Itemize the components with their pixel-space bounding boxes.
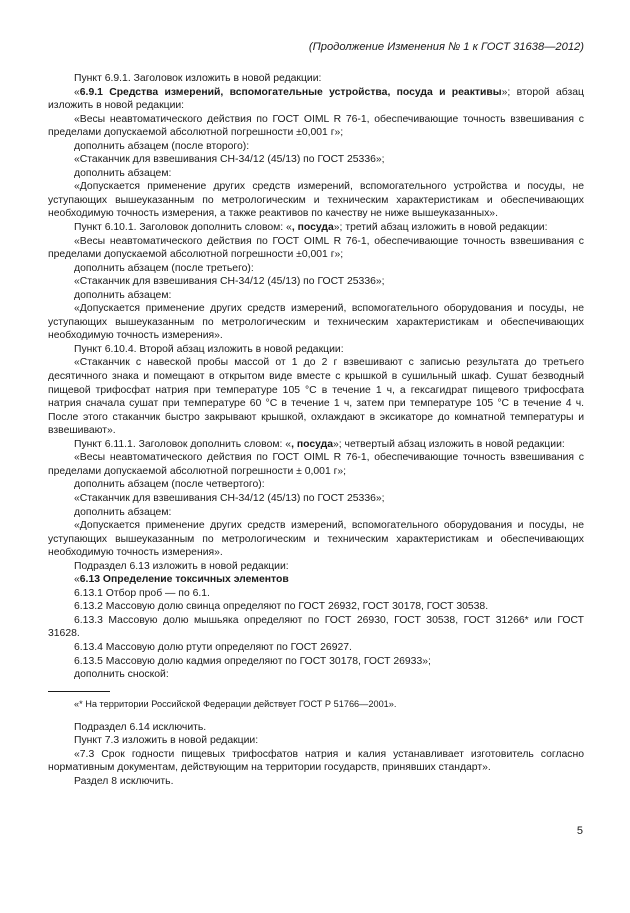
bold-text: , посуда	[291, 222, 334, 234]
paragraph	[48, 655, 584, 669]
paragraph	[48, 167, 584, 181]
text-run: Пункт 7.3 изложить в новой редакции:	[74, 735, 259, 747]
paragraph	[48, 641, 584, 655]
text-run: 6.13.5 Массовую долю кадмия определяют по ГОСТ 30178, ГОСТ 26933»;	[74, 655, 431, 667]
text-run: Подраздел 6.14 исключить.	[74, 721, 207, 733]
bold-text: 6.9.1 Средства измерений, вспомогательные устройства, посуда и реактивы	[79, 86, 502, 98]
paragraph	[48, 668, 584, 682]
text-run: 6.13.4 Массовую долю ртути определяют по ГОСТ 26927.	[74, 641, 352, 653]
text-run: Пункт 6.9.1. Заголовок изложить в новой редакции:	[74, 73, 322, 84]
text-run: дополнить сноской:	[74, 669, 169, 681]
text-run: «Допускается применение других средств измерений, вспомогательного оборудования и посуды, не уступающих вышеуказанным по метрологическим и техническим характеристикам и обеспечивающих необходимую точность измерения».	[48, 303, 584, 342]
text-run: «Стаканчик для взвешивания СН-34/12 (45/13) по ГОСТ 25336»;	[74, 276, 385, 288]
footnote-separator	[48, 691, 110, 692]
text-run: «7.3 Срок годности пищевых трифосфатов натрия и калия устанавливает изготовитель согласно нормативным документам, действующим на территории государств, принявших стандарт».	[48, 748, 584, 774]
paragraph	[48, 302, 584, 343]
text-run: «Допускается применение других средств измерений, вспомогательного оборудования и посуды, не уступающих вышеуказанным по метрологическим и техническим характеристикам и обеспечивающих необходимую точность измерения».	[48, 520, 584, 559]
text-run: Пункт 6.10.1. Заголовок дополнить словом: «	[74, 222, 292, 234]
text-run: Раздел 8 исключить.	[74, 775, 174, 787]
paragraph	[48, 573, 584, 587]
text-run: дополнить абзацем:	[74, 506, 172, 518]
text-run: «Весы неавтоматического действия по ГОСТ OIML R 76-1, обеспечивающие точность взвешивания с пределами допускаемой абсолютной погрешности ± 0,001 г»;	[48, 452, 584, 477]
paragraph	[48, 492, 584, 506]
text-run: «Допускается применение других средств измерений, вспомогательного устройства и посуды, не уступающих вышеуказанным по метрологическим и техническим характеристикам и обеспечивающих необходимую точность измерения, а также реактивов по качеству не ниже вышеуказанных».	[48, 181, 584, 220]
text-run: дополнить абзацем (после второго):	[74, 140, 250, 152]
page-header: (Продолжение Изменения № 1 к ГОСТ 31638—2012)	[308, 41, 584, 53]
text-run: дополнить абзацем:	[74, 289, 172, 301]
text-run: дополнить абзацем:	[74, 167, 172, 179]
text-run: 6.13.3 Массовую долю мышьяка определяют по ГОСТ 26930, ГОСТ 30538, ГОСТ 31266* или ГОСТ 31628.	[48, 614, 584, 640]
text-run: 6.13.2 Массовую долю свинца определяют по ГОСТ 26932, ГОСТ 30178, ГОСТ 30538.	[74, 601, 489, 613]
text-run: дополнить абзацем (после четвертого):	[74, 479, 265, 491]
paragraph	[48, 560, 584, 574]
paragraph	[48, 343, 584, 357]
footnote: «* На территории Российской Федерации действует ГОСТ Р 51766—2001».	[74, 698, 397, 709]
text-run: «	[74, 86, 80, 98]
paragraph	[48, 587, 584, 601]
text-run: «Стаканчик для взвешивания СН-34/12 (45/13) по ГОСТ 25336»;	[74, 154, 385, 166]
paragraph	[48, 451, 584, 478]
paragraph	[48, 72, 584, 86]
paragraph	[48, 221, 584, 235]
paragraph	[48, 180, 584, 221]
paragraph	[48, 235, 584, 262]
paragraph	[48, 775, 584, 789]
text-run: «Стаканчик для взвешивания СН-34/12 (45/13) по ГОСТ 25336»;	[74, 492, 385, 504]
bold-text: , посуда	[291, 438, 333, 450]
paragraph	[48, 506, 584, 520]
paragraph	[48, 140, 584, 154]
paragraph	[48, 438, 584, 452]
paragraph	[48, 748, 584, 775]
text-run: «	[74, 574, 80, 586]
paragraph	[48, 721, 584, 735]
paragraph	[48, 262, 584, 276]
paragraph	[48, 113, 584, 140]
page-number: 5	[576, 825, 583, 837]
text-run: »; второй абзац изложить в новой редакции:	[48, 86, 584, 112]
bold-text: 6.13 Определение токсичных элементов	[79, 574, 289, 586]
paragraph	[48, 289, 584, 303]
text-run: Подраздел 6.13 изложить в новой редакции:	[74, 560, 289, 572]
paragraph	[48, 275, 584, 289]
text-run: «Стаканчик с навеской пробы массой от 1 до 2 г взвешивают с записью результата до третьего десятичного знака и помещают в открытом виде вместе с крышкой в сушильный шкаф. Сушат безводный пищевой трифосфат натрия при температуре 105 °С в течение 1 ч, а гексагидрат пищевого трифосфата натрия сначала сушат при температуре 60 °С в течение 1 ч, затем при температуре 105 °С в течение 4 ч. После этого стаканчик быстро закрывают крышкой, охлаждают в эксикаторе до комнатной температуры и взвешивают».	[48, 357, 584, 437]
paragraph	[48, 614, 584, 641]
text-run: дополнить абзацем (после третьего):	[74, 262, 254, 274]
text-run: 6.13.1 Отбор проб — по 6.1.	[74, 587, 210, 599]
text-run: »; четвертый абзац изложить в новой редакции:	[333, 438, 565, 450]
text-run: Пункт 6.11.1. Заголовок дополнить словом: «	[74, 438, 292, 450]
paragraph	[48, 478, 584, 492]
text-run: «Весы неавтоматического действия по ГОСТ OIML R 76-1, обеспечивающие точность взвешивания с пределами допускаемой абсолютной погрешности ±0,001 г»;	[48, 235, 584, 261]
paragraph	[48, 734, 584, 748]
paragraph	[48, 86, 584, 113]
tail-text	[48, 721, 584, 789]
paragraph	[48, 600, 584, 614]
paragraph	[48, 153, 584, 167]
text-run: Пункт 6.10.4. Второй абзац изложить в новой редакции:	[74, 343, 344, 355]
text-run: «Весы неавтоматического действия по ГОСТ OIML R 76-1, обеспечивающие точность взвешивания с пределами допускаемой абсолютной погрешности ±0,001 г»;	[48, 113, 584, 139]
paragraph	[48, 356, 584, 437]
text-run: »; третий абзац изложить в новой редакции:	[333, 222, 548, 234]
document-page	[48, 40, 584, 788]
paragraph	[48, 519, 584, 560]
body-text	[48, 72, 584, 682]
